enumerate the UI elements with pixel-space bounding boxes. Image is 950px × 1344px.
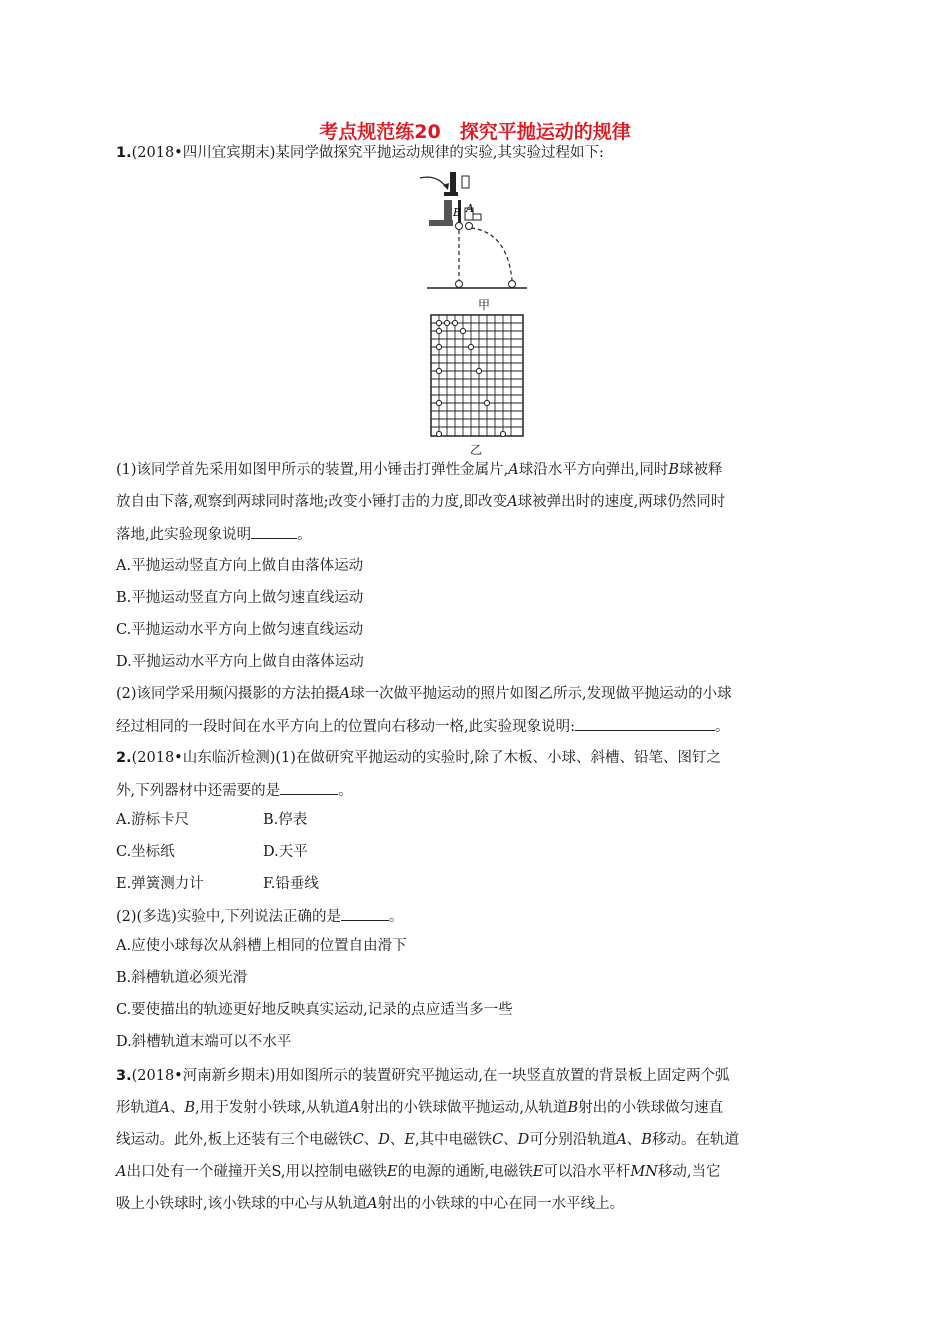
- q2-p2-option-b: B.斜槽轨道必须光滑: [116, 970, 248, 986]
- text-run: 放自由下落,观察到两球同时落地;改变小锤打击的力度,即改变: [116, 494, 508, 510]
- text-run: 、: [363, 1132, 379, 1148]
- variable: B: [184, 1100, 196, 1116]
- variable-a: A: [508, 462, 519, 478]
- variable: A: [116, 1164, 127, 1180]
- text-run: (2018•河南新乡期末)用如图所示的装置研究平抛运动,在一块竖直放置的背景板上固定两个弧: [131, 1068, 730, 1084]
- text-run: 移动。在轨道: [651, 1132, 739, 1148]
- text-run: 吸上小铁球时,该小铁球的中心与从轨道: [116, 1196, 368, 1212]
- text-run: 、: [389, 1132, 405, 1148]
- q2-p2-line: [116, 906, 403, 927]
- answer-blank[interactable]: [251, 524, 297, 539]
- ball-a-label: A: [466, 202, 474, 215]
- q2-line2: [116, 780, 353, 801]
- text-run: 的电源的通断,电磁铁: [397, 1164, 533, 1180]
- q1-option-a: A.平抛运动竖直方向上做自由落体运动: [116, 558, 364, 574]
- q1-option-d: D.平抛运动水平方向上做自由落体运动: [116, 654, 364, 670]
- q1-p2-line2: [116, 716, 730, 737]
- q1-number: 1.: [116, 145, 132, 161]
- text-run: (2018•山东临沂检测)(1)在做研究平抛运动的实验时,除了木板、小球、斜槽、铅笔、图钉之: [131, 750, 722, 766]
- text-run: 外,下列器材中还需要的是: [116, 783, 281, 799]
- text-run: 、: [626, 1132, 642, 1148]
- variable-a: A: [339, 686, 351, 702]
- text-run: 球被释: [679, 462, 723, 478]
- text-run: 。: [388, 909, 404, 925]
- variable: B: [567, 1100, 579, 1116]
- q2-line1: [116, 748, 721, 768]
- text-run: ,其中电磁铁: [414, 1132, 493, 1148]
- variable: B: [641, 1132, 652, 1148]
- q1-intro-line: [116, 143, 604, 163]
- text-run: 、: [169, 1100, 185, 1116]
- q1-p1-line2: [116, 492, 725, 512]
- hammer-swing-arrow: [420, 177, 447, 188]
- q1-option-b: B.平抛运动竖直方向上做匀速直线运动: [116, 590, 364, 606]
- q3-number: 3.: [116, 1068, 132, 1084]
- text-run: 球被弹出时的速度,两球仍然同时: [517, 494, 726, 510]
- q3-line5: [116, 1194, 624, 1214]
- text-run: 落地,此实验现象说明: [116, 527, 252, 543]
- text-run: 射出的小铁球的中心在同一水平线上。: [377, 1196, 625, 1212]
- text-run: 。: [715, 719, 730, 735]
- text-run: 。: [297, 527, 312, 543]
- q1-intro: (2018•四川宜宾期末)某同学做探究平抛运动规律的实验,其实验过程如下:: [131, 145, 604, 161]
- figure-jia-apparatus: [415, 168, 535, 308]
- q2-option-e: E.弹簧测力计: [116, 876, 204, 892]
- text-run: 射出的小铁球做匀速直: [578, 1100, 724, 1116]
- q2-p2-option-d: D.斜槽轨道末端可以不水平: [116, 1034, 292, 1050]
- q2-option-b: B.停表: [263, 812, 308, 828]
- ball-a-path: [471, 228, 512, 280]
- text-run: (2)该同学采用频闪摄影的方法拍摄: [116, 686, 340, 702]
- variable: A: [616, 1132, 627, 1148]
- q1-p2-line1: [116, 684, 732, 704]
- figure-jia-caption: 甲: [478, 298, 491, 312]
- figure-yi-strobe-grid: [430, 314, 525, 439]
- text-run: 、: [503, 1132, 518, 1148]
- variable: A: [159, 1100, 170, 1116]
- q3-line1: [116, 1066, 729, 1086]
- support-column: [462, 176, 469, 188]
- q2-option-f: F.铅垂线: [263, 876, 319, 892]
- q2-option-a: A.游标卡尺: [116, 812, 190, 828]
- variable: C: [492, 1132, 504, 1148]
- text-run: 移动,当它: [657, 1164, 721, 1180]
- q3-line4: [116, 1162, 720, 1182]
- text-run: 射出的小铁球做平抛运动,从轨道: [359, 1100, 568, 1116]
- text-run: 线运动。此外,板上还装有三个电磁铁: [116, 1132, 353, 1148]
- variable: D: [378, 1132, 390, 1148]
- variable: A: [349, 1100, 360, 1116]
- text-run: 。: [338, 783, 353, 799]
- text-run: 球沿水平方向弹出,同时: [518, 462, 669, 478]
- text-run: 可分别沿轨道: [529, 1132, 617, 1148]
- variable-b: B: [668, 462, 680, 478]
- text-run: 球一次做平抛运动的照片如图乙所示,发现做平抛运动的小球: [350, 686, 732, 702]
- variable: C: [352, 1132, 364, 1148]
- q1-option-c: C.平抛运动水平方向上做匀速直线运动: [116, 622, 364, 638]
- text-run: (1)该同学首先采用如图甲所示的装置,用小锤击打弹性金属片,: [116, 462, 509, 478]
- text-run: 经过相同的一段时间在水平方向上的位置向右移动一格,此实验现象说明:: [116, 719, 575, 735]
- variable: MN: [630, 1164, 658, 1180]
- figure-yi-caption: 乙: [470, 443, 483, 457]
- text-run: 出口处有一个碰撞开关S,用以控制电磁铁: [126, 1164, 388, 1180]
- variable: A: [367, 1196, 378, 1212]
- q2-option-d: D.天平: [263, 844, 308, 860]
- q2-p2-option-c: C.要使描出的轨迹更好地反映真实运动,记录的点应适当多一些: [116, 1002, 513, 1018]
- q2-option-c: C.坐标纸: [116, 844, 175, 860]
- variable: E: [404, 1132, 415, 1148]
- variable-a: A: [507, 494, 518, 510]
- answer-blank[interactable]: [341, 906, 389, 921]
- variable: E: [387, 1164, 398, 1180]
- variable: E: [532, 1164, 544, 1180]
- text-run: 可以沿水平杆: [543, 1164, 631, 1180]
- answer-blank[interactable]: [280, 780, 338, 795]
- q3-line2: [116, 1098, 723, 1118]
- answer-blank[interactable]: [575, 716, 715, 731]
- text-run: ,用于发射小铁球,从轨道: [195, 1100, 350, 1116]
- page-title: 考点规范练20 探究平抛运动的规律: [319, 121, 631, 143]
- text-run: 形轨道: [116, 1100, 160, 1116]
- text-run: (2)(多选)实验中,下列说法正确的是: [116, 909, 341, 925]
- ball-b-label: B: [453, 206, 462, 219]
- q3-line3: [116, 1130, 739, 1150]
- q1-p1-line3: [116, 524, 312, 545]
- q2-p2-option-a: A.应使小球每次从斜槽上相同的位置自由滑下: [116, 938, 407, 954]
- variable: D: [517, 1132, 530, 1148]
- q2-number: 2.: [116, 750, 132, 766]
- q1-p1-line1: [116, 460, 723, 480]
